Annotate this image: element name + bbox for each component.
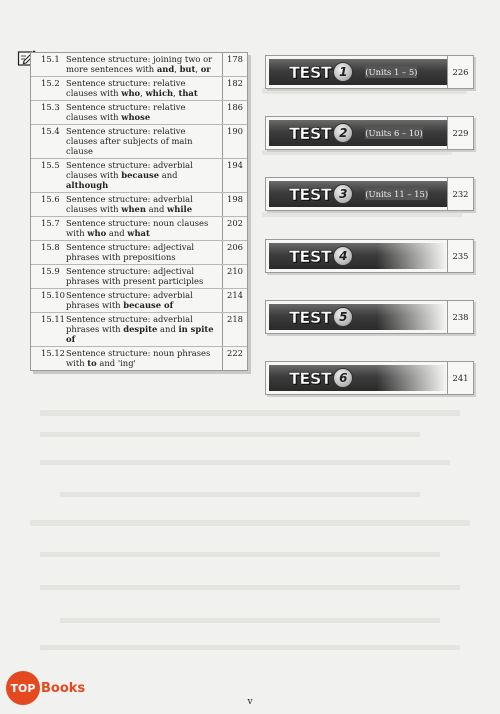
section-title: Sentence structure: adverbial clauses with when and while <box>66 194 193 214</box>
contents-row <box>31 241 247 265</box>
bleed-through <box>60 492 420 497</box>
test-1-row <box>265 55 474 89</box>
test-number-badge: 3 <box>333 184 353 204</box>
section-number: 15.8 <box>41 242 60 252</box>
test-3-row <box>265 177 474 211</box>
contents-row <box>31 347 247 370</box>
contents-row <box>31 53 247 77</box>
test-5-row <box>265 300 474 334</box>
section-title: Sentence structure: relative clauses with who, which, that <box>66 78 198 98</box>
section-number: 15.6 <box>41 194 60 204</box>
section-number: 15.2 <box>41 78 60 88</box>
section-number: 15.7 <box>41 218 60 228</box>
section-page: 206 <box>222 241 247 264</box>
test-label: TEST <box>289 123 332 143</box>
test-number-badge: 6 <box>333 368 353 388</box>
bleed-through <box>30 520 470 526</box>
section-number: 15.12 <box>41 348 65 358</box>
contents-row <box>31 265 247 289</box>
logo-text: Books <box>41 680 86 696</box>
test-page: 226 <box>447 56 473 88</box>
bleed-through <box>60 618 440 623</box>
section-title: Sentence structure: adverbial phrases with despite and in spite of <box>66 314 214 344</box>
contents-row <box>31 125 247 159</box>
test-4-row <box>265 239 474 273</box>
test-page: 229 <box>447 117 473 149</box>
test-label: TEST <box>289 246 332 266</box>
section-page: 218 <box>222 313 247 346</box>
section-page: 210 <box>222 265 247 288</box>
contents-row <box>31 289 247 313</box>
test-banner <box>269 365 447 391</box>
test-number-badge: 5 <box>333 307 353 327</box>
section-title: Sentence structure: adjectival phrases with prepositions <box>66 242 195 262</box>
bleed-through <box>262 212 462 217</box>
section-page: 214 <box>222 289 247 312</box>
test-6-row <box>265 361 474 395</box>
section-page: 194 <box>222 159 247 192</box>
banner-fade <box>377 304 447 330</box>
bleed-through <box>40 432 420 437</box>
banner-fade <box>377 365 447 391</box>
bleed-through <box>40 645 460 650</box>
section-page: 198 <box>222 193 247 216</box>
section-title: Sentence structure: adverbial phrases with because of <box>66 290 193 310</box>
contents-row <box>31 217 247 241</box>
section-number: 15.11 <box>41 314 65 324</box>
section-number: 15.4 <box>41 126 60 136</box>
test-banner <box>269 120 447 146</box>
test-page: 235 <box>447 240 473 272</box>
section-title: Sentence structure: noun clauses with who and what <box>66 218 209 238</box>
test-banner <box>269 59 447 85</box>
section-page: 190 <box>222 125 247 158</box>
test-label: TEST <box>289 307 332 327</box>
test-page: 232 <box>447 178 473 210</box>
section-page: 182 <box>222 77 247 100</box>
section-number: 15.3 <box>41 102 60 112</box>
section-title: Sentence structure: relative clauses with whose <box>66 102 186 122</box>
logo-badge: TOP <box>6 671 40 705</box>
test-banner <box>269 304 447 330</box>
bleed-through <box>40 552 440 557</box>
test-units: (Units 1 – 5) <box>365 67 418 77</box>
test-number-badge: 1 <box>333 62 353 82</box>
section-page: 222 <box>222 347 247 370</box>
test-banner <box>269 243 447 269</box>
section-title: Sentence structure: adverbial clauses with because and although <box>66 160 193 190</box>
bleed-through <box>40 585 460 590</box>
test-label: TEST <box>289 62 332 82</box>
test-number-badge: 2 <box>333 123 353 143</box>
section-title: Sentence structure: relative clauses after subjects of main clause <box>66 126 193 156</box>
banner-fade <box>377 243 447 269</box>
section-title: Sentence structure: joining two or more sentences with and, but, or <box>66 54 213 74</box>
contents-row <box>31 313 247 347</box>
bleed-through <box>262 150 452 155</box>
test-label: TEST <box>289 184 332 204</box>
test-2-row <box>265 116 474 150</box>
section-number: 15.5 <box>41 160 60 170</box>
section-page: 186 <box>222 101 247 124</box>
test-units: (Units 11 – 15) <box>365 189 429 199</box>
contents-table <box>30 52 248 371</box>
section-page: 202 <box>222 217 247 240</box>
section-number: 15.1 <box>41 54 60 64</box>
contents-row <box>31 159 247 193</box>
section-title: Sentence structure: adjectival phrases with present participles <box>66 266 204 286</box>
test-number-badge: 4 <box>333 246 353 266</box>
test-units: (Units 6 – 10) <box>365 128 423 138</box>
test-banner <box>269 181 447 207</box>
test-label: TEST <box>289 368 332 388</box>
bleed-through <box>40 410 460 416</box>
section-title: Sentence structure: noun phrases with to and 'ing' <box>66 348 211 368</box>
section-number: 15.9 <box>41 266 60 276</box>
contents-row <box>31 101 247 125</box>
contents-row <box>31 193 247 217</box>
section-number: 15.10 <box>41 290 65 300</box>
contents-row <box>31 77 247 101</box>
test-page: 241 <box>447 362 473 394</box>
test-page: 238 <box>447 301 473 333</box>
section-page: 178 <box>222 53 247 76</box>
page-number: v <box>247 697 253 707</box>
bleed-through <box>40 460 450 465</box>
